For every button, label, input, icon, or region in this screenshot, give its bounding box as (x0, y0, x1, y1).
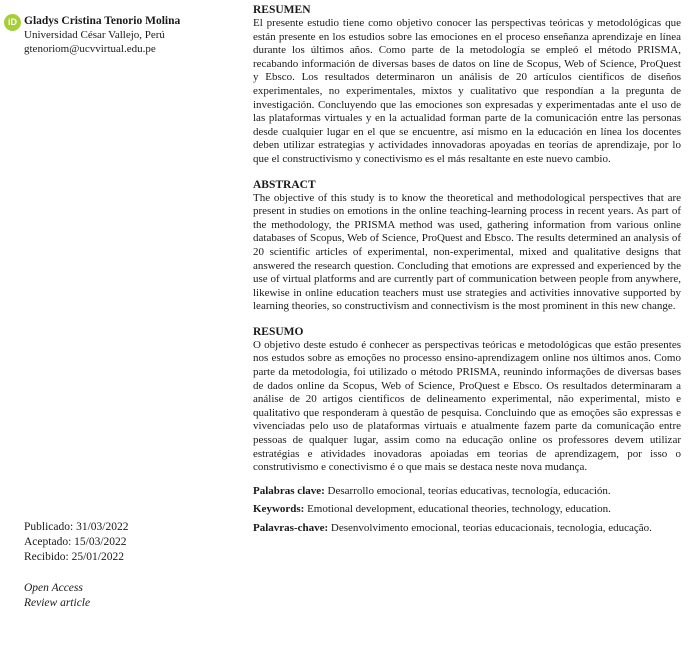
abstract-title: ABSTRACT (253, 178, 316, 191)
resumen-title: RESUMEN (253, 4, 311, 16)
resumo-section (253, 326, 681, 475)
resumen-body: El presente estudio tiene como objetivo conocer las perspectivas teóricas y metodológicas que están presente en los estudios sobre las emociones en el proceso enseñanza aprendizaje en línea durante los últimos años. Como parte de la metodología se empleó el método PRISMA, recabando información de diversas bases de datos on line de Scopus, Web of Science, ProQuest y Ebsco. Los resultados determinaron un análisis de 20 artículos científicos de diseños experimentales, no experimentales, mixtos y cualitativo que respondían a la pregunta de investigación. Concluyendo que las emociones son expresadas y experimentadas ante el uso de las plataformas virtuales y en la actualidad forman parte de la comunicación entre las personas desde cualquier lugar en el que se encuentre, así mismo en la educación en línea los docentes deben utilizar estrategias y actividades innovadoras apoyadas en teorías de aprendizaje, por lo que el constructivismo y conectivismo es el más resaltante en este nuevo cambio. (253, 17, 681, 165)
keywords-en (253, 503, 681, 517)
keywords-pt-value: Desenvolvimento emocional, teorias educacionais, tecnologia, educação. (328, 522, 652, 534)
open-access-label: Open Access (24, 582, 83, 594)
keywords-es (253, 485, 681, 499)
author-name: Gladys Cristina Tenorio Molina (24, 15, 181, 27)
abstract-section (253, 179, 681, 314)
resumo-body: O objetivo deste estudo é conhecer as perspectivas teóricas e metodológicas que estão presentes nos estudos sobre as emoções no processo ensino-aprendizagem online nos últimos anos. Como parte da metodologia, foi utilizado o método PRISMA, reunindo informações de diversas bases de dados online da Scopus, Web of Science, ProQuest e Ebsco. Os resultados determinaram a análise de 20 artigos científicos de delineamento experimental, não experimental, misto e qualitativo que responderam à questão de pesquisa. Concluindo que as emoções são expressas e vivenciadas pelo uso de plataformas virtuais e atualmente fazem parte da comunicação entre pessoas de qualquer lugar, assim como na educação online os professores devem utilizar estratégias e atividades inovadoras apoiadas em teorias de aprendizagem, por isso o construtivismo e conectivismo é o que mais se destaca neste nova mudança. (253, 338, 681, 474)
keywords-pt (253, 522, 681, 536)
accepted-date: Aceptado: 15/03/2022 (24, 536, 127, 548)
keywords-es-label: Palabras clave: (253, 484, 325, 497)
keywords-en-label: Keywords: (253, 503, 305, 516)
keywords-en-value: Emotional development, educational theories, technology, education. (304, 503, 611, 516)
resumen-section (253, 4, 681, 167)
keywords-pt-label: Palavras-chave: (253, 522, 329, 534)
author-affiliation: Universidad César Vallejo, Perú (24, 29, 165, 41)
author-email[interactable]: gtenoriom@ucvvirtual.edu.pe (24, 43, 156, 55)
received-date: Recibido: 25/01/2022 (24, 551, 124, 563)
keywords-es-value: Desarrollo emocional, teorías educativas, tecnología, educación. (324, 484, 611, 497)
resumo-title: RESUMO (253, 325, 304, 338)
author-block (4, 14, 234, 56)
published-date: Publicado: 31/03/2022 (24, 521, 129, 533)
article-type-label: Review article (24, 597, 91, 609)
author-column (4, 14, 234, 56)
abstract-body: The objective of this study is to know the theoretical and methodological perspectives that are present in studies on emotions in the online teaching-learning process in recent years. As part of the methodology, the PRISMA method was used, gathering information from various online databases of Scopus, Web of Science, ProQuest and Ebsco. The results determined an analysis of 20 scientific articles of experimental, non-experimental, mixed and qualitative designs that answered the research question. Concluding that emotions are expressed and experienced by the use of virtual platforms and are currently part of communication between people from anywhere, likewise in online education teachers must use strategies and activities innovative supported by learning theories, so constructivism and connectivism is the most prominent in this new change. (253, 191, 681, 313)
orcid-icon[interactable]: iD (4, 14, 21, 31)
article-dates (24, 520, 234, 565)
abstracts-column (253, 4, 681, 541)
article-meta (24, 581, 234, 611)
